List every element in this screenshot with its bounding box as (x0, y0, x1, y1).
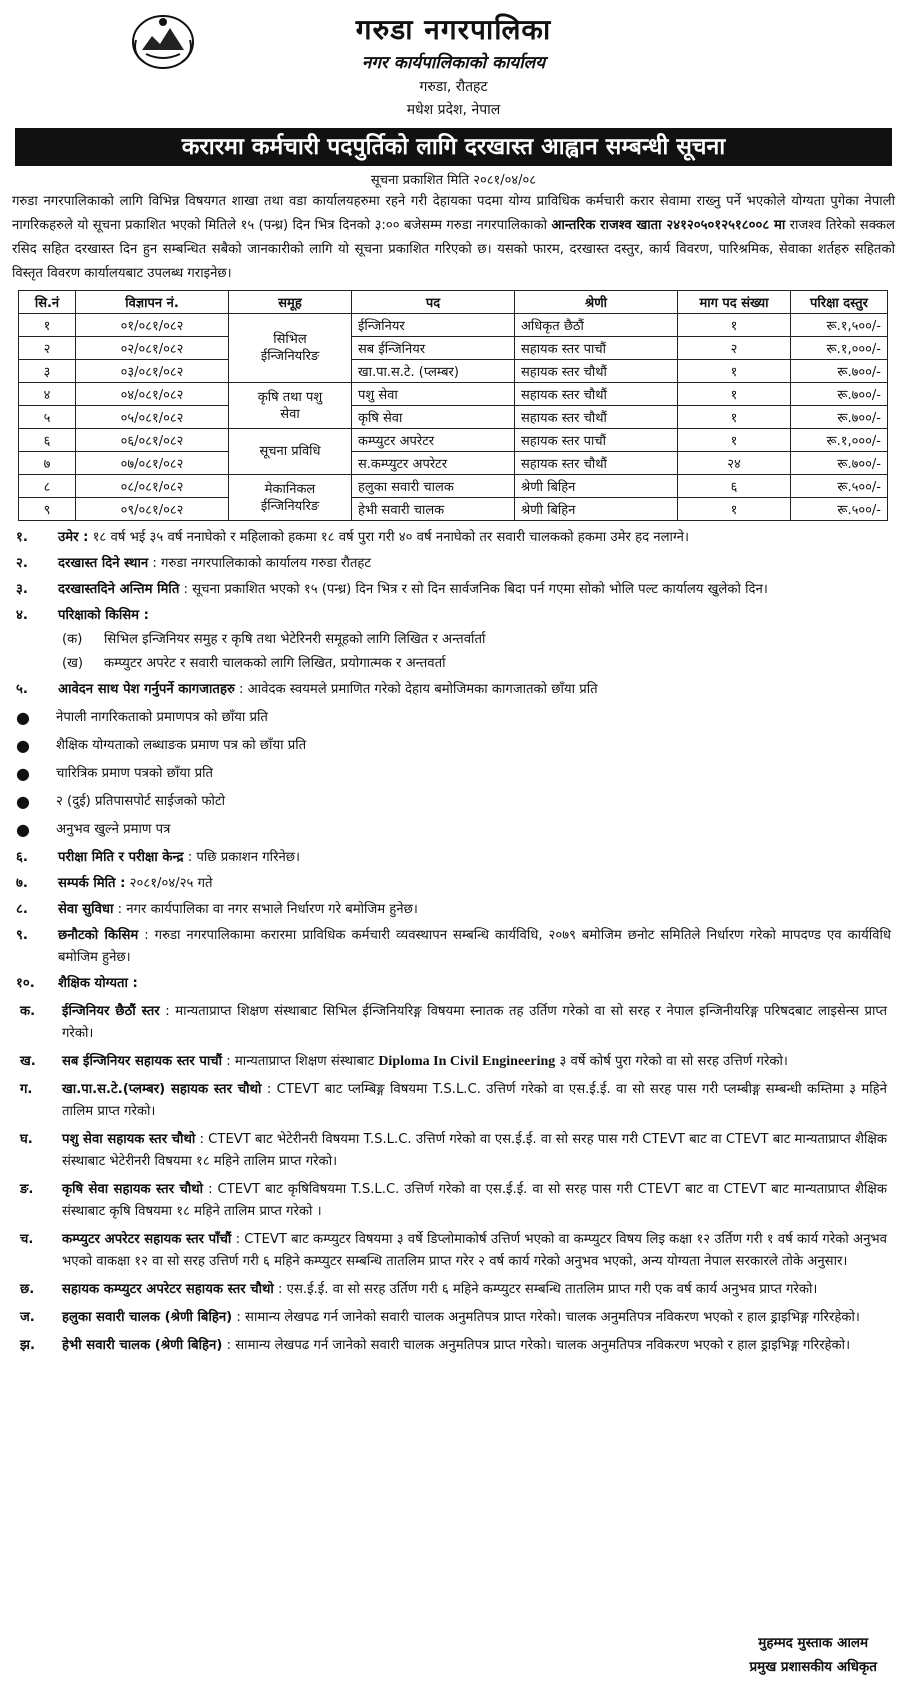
table-row: ३ ०३/०८१/०८२ खा.पा.स.टे. (प्लम्बर) सहायक स्तर चौथौं १ रू.७००/- (19, 360, 888, 383)
intro-paragraph: गरुडा नगरपालिकाको लागि विभिन्न विषयगत शाखा तथा वडा कार्यालयहरुमा रहने गरी देहायका पदमा योग्य प्राविधिक कर्मचारी करार सेवामा राख्नु पर्ने भएकोले योग्यता पुगेका नेपाली नागरिकहरुले यो सूचना प्रकाशित भएको मितिले १५ (पन्ध्र) दिन भित्र दिनको ३:०० बजेसम्म गरुडा नगरपालिकाको आन्तरिक राजश्व खाता २४१२०५०१२५१८००८ मा राजश्व तिरेको सक्कल रसिद सहित दरखास्त दिन हुन सम्बन्धित सबैको जानकारीको लागि यो सूचना प्रकाशित गरिएको छ। यसको फारम, दरखास्त दस्तुर, कार्य विवरण, पारिश्रमिक, सेवाका शर्तहरु सहितको विस्तृत विवरण कार्यालयबाट उपलब्ध गराइनेछ। (12, 194, 895, 281)
office-subtitle: नगर कार्यपालिकाको कार्यालय (361, 53, 546, 73)
col-post: पद (352, 291, 515, 314)
bullet-icon: ● (16, 792, 30, 811)
table-row: ९ ०९/०८१/०८२ हेभी सवारी चालक श्रेणी बिहिन १ रू.५००/- (19, 498, 888, 521)
address-line-2: मधेश प्रदेश, नेपाल (406, 102, 501, 118)
col-sn: सि.नं (19, 291, 76, 314)
group-cell: मेकानिकल ईन्जिनियरिङ (229, 475, 352, 521)
qualification-item: छ. सहायक कम्प्युटर अपरेटर सहायक स्तर चौथो : एस.ई.ई. वा सो सरह उर्तिण गरी ६ महिने कम्प्युटर सम्बन्धि तातलिम प्राप्त गरी एक वर्ष कार्य अनुभव प्राप्त गरेको। (20, 1282, 818, 1297)
qualification-item: ग. खा.पा.स.टे.(प्लम्बर) सहायक स्तर चौथो : CTEVT बाट प्लम्बिङ्ग विषयमा T.S.L.C. उत्तिर्ण गरेको वा एस.ई.ई. वा सो सरह पास गरी प्लम्बीङ्ग सम्बन्धी कम्तिमा ३ महिने तालिम प्राप्त गरेको। (20, 1082, 887, 1119)
notice-banner: करारमा कर्मचारी पदपुर्तिको लागि दरखास्त आह्वान सम्बन्धी सूचना (15, 128, 892, 166)
list-item: ८. सेवा सुविधा : नगर कार्यपालिका वा नगर सभाले निर्धारण गरे बमोजिम हुनेछ। (16, 902, 418, 917)
bullet-item: ● २ (दुई) प्रतिपासपोर्ट साईजको फोटो (10, 791, 897, 813)
bullet-icon: ● (16, 736, 30, 755)
table-row: ६ ०६/०८१/०८२ सूचना प्रविधि कम्प्युटर अपरेटर सहायक स्तर पाचौं १ रू.१,०००/- (19, 429, 888, 452)
col-level: श्रेणी (515, 291, 678, 314)
qualification-item: ख. सब ईन्जिनियर सहायक स्तर पाचौं : मान्यताप्राप्त शिक्षण संस्थाबाट Diploma In Civil Engineering ३ वर्षे कोर्ष पुरा गरेको वा सो सरह उत्तिर्ण गरेको। (20, 1054, 788, 1069)
table-row: १ ०१/०८१/०८२ सिभिल ईन्जिनियरिङ ईन्जिनियर अधिकृत छैठौं १ रू.१,५००/- (19, 314, 888, 337)
bullet-item: ● नेपाली नागरिकताको प्रमाणपत्र को छाँया प्रति (10, 707, 897, 729)
list-item: २. दरखास्त दिने स्थान : गरुडा नगरपालिकाको कार्यालय गरुडा रौतहट (16, 556, 372, 571)
bullet-item: ● अनुभव खुल्ने प्रमाण पत्र (10, 819, 897, 841)
bullet-icon: ● (16, 708, 30, 727)
bullet-icon: ● (16, 764, 30, 783)
bullet-item: ● शैक्षिक योग्यताको लब्धाङक प्रमाण पत्र को छाँया प्रति (10, 735, 897, 757)
bullet-item: ● चारित्रिक प्रमाण पत्रको छाँया प्रति (10, 763, 897, 785)
signatory-name: मुहम्मद मुस्ताक आलम (758, 1635, 869, 1651)
list-item: १. उमेर : १८ वर्ष भई ३५ वर्ष ननाघेको र महिलाको हकमा १८ वर्ष पुरा गरी ४० वर्ष ननाघेको तर सवारी चालकको हकमा उमेर हद नलाग्ने। (16, 530, 689, 545)
col-group: समूह (229, 291, 352, 314)
list-item: १०. शैक्षिक योग्यता : (16, 976, 138, 991)
signature-block (749, 1631, 877, 1679)
qualification-item: ङ. कृषि सेवा सहायक स्तर चौथो : CTEVT बाट कृषिविषयमा T.S.L.C. उत्तिर्ण गरेको वा एस.ई.ई. वा सो सरह पास गरी CTEVT बाट वा CTEVT बाट मान्यताप्राप्त शैक्षिक संस्थाबाट कृषि विषयमा १८ महिने तालिम प्राप्त गरेको । (20, 1182, 887, 1219)
group-cell: सूचना प्रविधि (229, 429, 352, 475)
municipality-title: गरुडा नगरपालिका (355, 13, 552, 46)
table-header-row (19, 291, 888, 314)
list-item: ७. सम्पर्क मिति : २०८१/०४/२५ गते (16, 876, 213, 891)
group-cell: कृषि तथा पशु सेवा (229, 383, 352, 429)
positions-table (18, 290, 888, 521)
table-row: ५ ०५/०८१/०८२ कृषि सेवा सहायक स्तर चौथौं १ रू.७००/- (19, 406, 888, 429)
qualification-item: घ. पशु सेवा सहायक स्तर चौथो : CTEVT बाट भेटेरीनरी विषयमा T.S.L.C. उत्तिर्ण गरेको वा एस.ई.ई. वा सो सरह पास गरी CTEVT बाट वा CTEVT बाट मान्यताप्राप्त शैक्षिक संस्थाबाट भेटेरीनरी विषयमा १८ महिने तालिम प्राप्त गरेको। (20, 1132, 887, 1169)
col-ad-no: विज्ञापन नं. (76, 291, 229, 314)
table-row: ७ ०७/०८१/०८२ स.कम्प्युटर अपरेटर सहायक स्तर चौथौं २४ रू.७००/- (19, 452, 888, 475)
address-line-1: गरुडा, रौतहट (419, 79, 488, 95)
list-item: ४. परिक्षाको किसिम : (क) सिभिल इन्जिनियर समुह र कृषि तथा भेटेरिनरी समूहको लागि लिखित र अन्तर्वार्ता (ख) कम्प्युटर अपरेट र सवारी चालकको लागि लिखित, प्रयोगात्मक र अन्तवर्ता (16, 608, 486, 671)
nepal-emblem-icon (130, 10, 196, 70)
qualification-item: ज. हलुका सवारी चालक (श्रेणी बिहिन) : सामान्य लेखपढ गर्न जानेको सवारी चालक अनुमतिपत्र प्राप्त गरेको। चालक अनुमतिपत्र नविकरण भएको र हाल ड्राइभिङ्ग गरिरहेको। (20, 1310, 860, 1325)
group-cell: सिभिल ईन्जिनियरिङ (229, 314, 352, 383)
signatory-title: प्रमुख प्रशासकीय अधिकृत (749, 1659, 877, 1675)
qualification-item: च. कम्प्युटर अपरेटर सहायक स्तर पाँचौं : CTEVT बाट कम्प्युटर विषयमा ३ वर्षे डिप्लोमाकोर्ष उत्तिर्ण भएको वा कम्प्युटर विषय लिइ कक्षा १२ उर्तिण गरी १ वर्ष कार्य गरेको अनुभव भएको वाकक्षा १२ वा सो सरह उत्तिर्ण गरी ६ महिने कम्प्युटर सम्बन्धि तातलिम प्राप्त गरेर २ वर्ष कार्य गरेको अनुभव भएको, अन्य योग्यता नेपाल सरकारले तोके अनुसार। (20, 1232, 887, 1269)
col-fee: परिक्षा दस्तुर (791, 291, 888, 314)
conditions-list (10, 527, 897, 1357)
list-item: ५. आवेदन साथ पेश गर्नुपर्ने कागजातहरु : आवेदक स्वयमले प्रमाणित गरेको देहाय बमोजिमका कागजातको छाँया प्रति (16, 682, 598, 697)
table-row: ८ ०८/०८१/०८२ मेकानिकल ईन्जिनियरिङ हलुका सवारी चालक श्रेणी बिहिन ६ रू.५००/- (19, 475, 888, 498)
col-count: माग पद संख्या (678, 291, 791, 314)
publication-date: सूचना प्रकाशित मिति २०८१/०४/०८ (370, 173, 537, 188)
list-item: ६. परीक्षा मिति र परीक्षा केन्द्र : पछि प्रकाशन गरिनेछ। (16, 850, 301, 865)
qualification-item: क. ईन्जिनियर छैठौं स्तर : मान्यताप्राप्त शिक्षण संस्थाबाट सिभिल ईन्जिनियरिङ्ग विषयमा स्नातक तह उर्तिण गरेको वा सो सरह र नेपाल इन्जिनीयरिङ्ग परिषदबाट लाइसेन्स प्राप्त गरेको। (20, 1004, 887, 1041)
qualification-item: झ. हेभी सवारी चालक (श्रेणी बिहिन) : सामान्य लेखपढ गर्न जानेको सवारी चालक अनुमतिपत्र प्राप्त गरेको। चालक अनुमतिपत्र नविकरण भएको र हाल ड्राइभिङ्ग गरिरहेको। (20, 1338, 851, 1353)
header (10, 0, 897, 128)
table-row: २ ०२/०८१/०८२ सब ईन्जिनियर सहायक स्तर पाचौं २ रू.१,०००/- (19, 337, 888, 360)
list-item: ३. दरखास्तदिने अन्तिम मिति : सूचना प्रकाशित भएको १५ (पन्ध्र) दिन भित्र र सो दिन सार्वजनिक बिदा पर्न गएमा सोको भोलि पल्ट कार्यालय खुलेको दिन। (16, 582, 768, 597)
list-item: ९. छनौटको किसिम : गरुडा नगरपालिकामा करारमा प्राविधिक कर्मचारी व्यवस्थापन सम्बन्धि कार्यविधि, २०७९ बमोजिम छनोट समितिले निर्धारण गरेको मापदण्ड एव कार्यविधि बमोजिम हुनेछ। (16, 928, 891, 965)
table-row: ४ ०४/०८१/०८२ कृषि तथा पशु सेवा पशु सेवा सहायक स्तर चौथौं १ रू.७००/- (19, 383, 888, 406)
bullet-icon: ● (16, 820, 30, 839)
